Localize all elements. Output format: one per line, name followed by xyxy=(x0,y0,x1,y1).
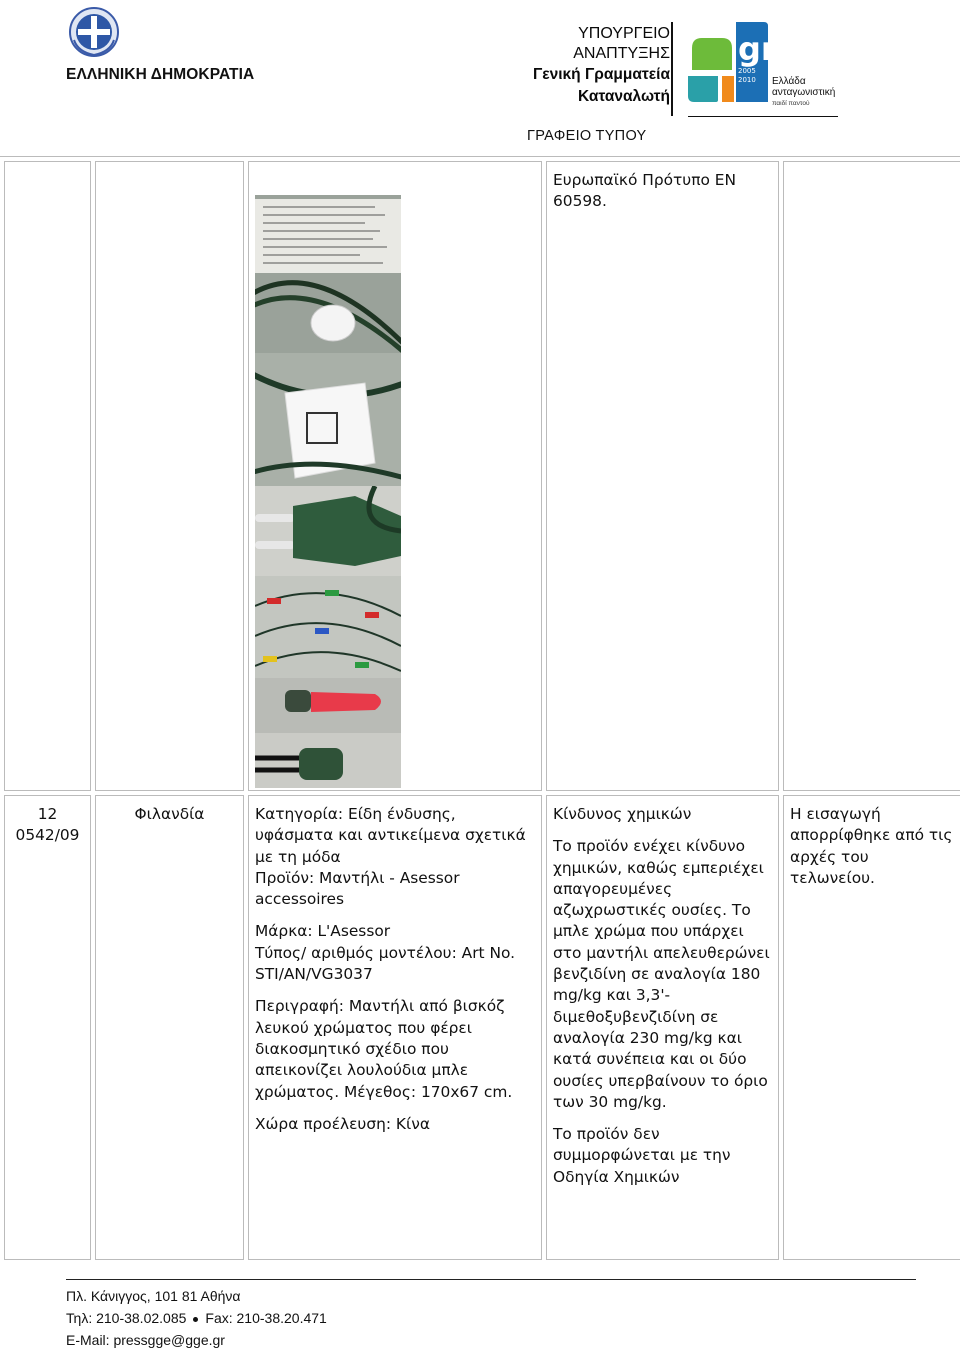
footer-contact xyxy=(66,1307,327,1329)
cell-country: Φιλανδία xyxy=(95,795,244,1260)
logo-text: gr xyxy=(738,30,777,68)
risk-title: Κίνδυνος χημικών xyxy=(553,805,692,823)
ministry-line4: Καταναλωτή xyxy=(577,88,670,105)
logo-underline xyxy=(688,116,838,117)
table-row xyxy=(4,795,960,1260)
product-model: Τύπος/ αριθμός μοντέλου: Art No. STI/AN/VG3037 xyxy=(255,943,516,984)
greece-competitive-logo xyxy=(688,18,838,118)
greek-emblem-icon xyxy=(68,6,120,58)
svg-text:2005: 2005 xyxy=(738,67,756,75)
svg-text:ανταγωνιστική: ανταγωνιστική xyxy=(772,87,836,98)
press-office-label: ΓΡΑΦΕΙΟ ΤΥΠΟΥ xyxy=(527,128,647,144)
cell-risk xyxy=(546,795,779,1260)
ministry-block xyxy=(480,24,670,108)
svg-text:2010: 2010 xyxy=(738,76,756,84)
risk-conclusion: Το προϊόν δεν συμμορφώνεται με την Οδηγία Χημικών xyxy=(553,1125,731,1186)
label-photo xyxy=(255,195,401,353)
cell-measures xyxy=(783,161,960,791)
svg-text:Ελλάδα: Ελλάδα xyxy=(772,76,806,87)
footer-address: Πλ. Κάνιγγος, 101 81 Αθήνα xyxy=(66,1288,241,1304)
ministry-line2: ΑΝΑΠΤΥΞΗΣ xyxy=(573,45,670,62)
bulb-photo xyxy=(255,678,401,788)
cell-number xyxy=(4,795,91,1260)
plug-photo xyxy=(255,486,401,576)
product-description: Περιγραφή: Μαντήλι από βισκόζ λευκού χρώματος που φέρει διακοσμητικό σχέδιο που απεικονίζει λουλούδια μπλε χρώματος. Μέγεθος: 170x67 cm. xyxy=(255,997,513,1101)
ministry-line3: Γενική Γραμματεία xyxy=(532,66,670,83)
alert-code: 0542/09 xyxy=(15,826,80,845)
product-category: Κατηγορία: Είδη ένδυσης, υφάσματα και αντικείμενα σχετικά με τη μόδα xyxy=(255,805,526,866)
footer-fax: Fax: 210-38.20.471 xyxy=(205,1310,327,1326)
alerts-table xyxy=(0,157,960,1264)
footer-phone: Τηλ: 210-38.02.085 xyxy=(66,1310,187,1326)
product-origin: Χώρα προέλευση: Κίνα xyxy=(255,1114,430,1133)
risk-text: Το προϊόν ενέχει κίνδυνο χημικών, καθώς εμπεριέχει απαγορευμένες αζωχρωστικές ουσίες. Το μπλε χρώμα που υπάρχει στο μαντήλι απελευθερώνει βενζιδίνη σε αναλογία 180 mg/kg και 3,3'-διμεθοξυβενζιδίνη σε αναλογία 230 mg/kg και κατά συνέπεια και οι δύο ουσίες υπερβαίνουν το όριο των 30 mg/kg. xyxy=(553,837,770,1111)
product-photo-strip xyxy=(255,195,401,788)
republic-title: ΕΛΛΗΝΙΚΗ ΔΗΜΟΚΡΑΤΙΑ xyxy=(66,66,255,83)
table-row xyxy=(4,161,960,791)
cell-product-description xyxy=(248,795,542,1260)
cell-country xyxy=(95,161,244,791)
footer xyxy=(66,1285,327,1351)
tag-photo xyxy=(255,353,401,486)
svg-text:παιδί παντού: παιδί παντού xyxy=(772,100,810,107)
footer-rule xyxy=(66,1279,916,1280)
product-brand: Μάρκα: L'Asessor xyxy=(255,922,391,941)
header-left xyxy=(0,0,330,140)
product-name: Προϊόν: Μαντήλι - Asessor accessoires xyxy=(255,868,460,909)
cell-standard: Ευρωπαϊκό Πρότυπο EN 60598. xyxy=(546,161,779,791)
footer-email: E-Mail: pressgge@gge.gr xyxy=(66,1332,225,1348)
cell-measures: Η εισαγωγή απορρίφθηκε από τις αρχές του τελωνείου. xyxy=(783,795,960,1260)
bullet-icon xyxy=(193,1317,198,1322)
header-divider xyxy=(671,22,673,116)
cell-number xyxy=(4,161,91,791)
ministry-line1: ΥΠΟΥΡΓΕΙΟ xyxy=(578,25,670,42)
cell-product-photos xyxy=(248,161,542,791)
lights-photo xyxy=(255,576,401,678)
alert-number: 12 xyxy=(37,805,58,823)
